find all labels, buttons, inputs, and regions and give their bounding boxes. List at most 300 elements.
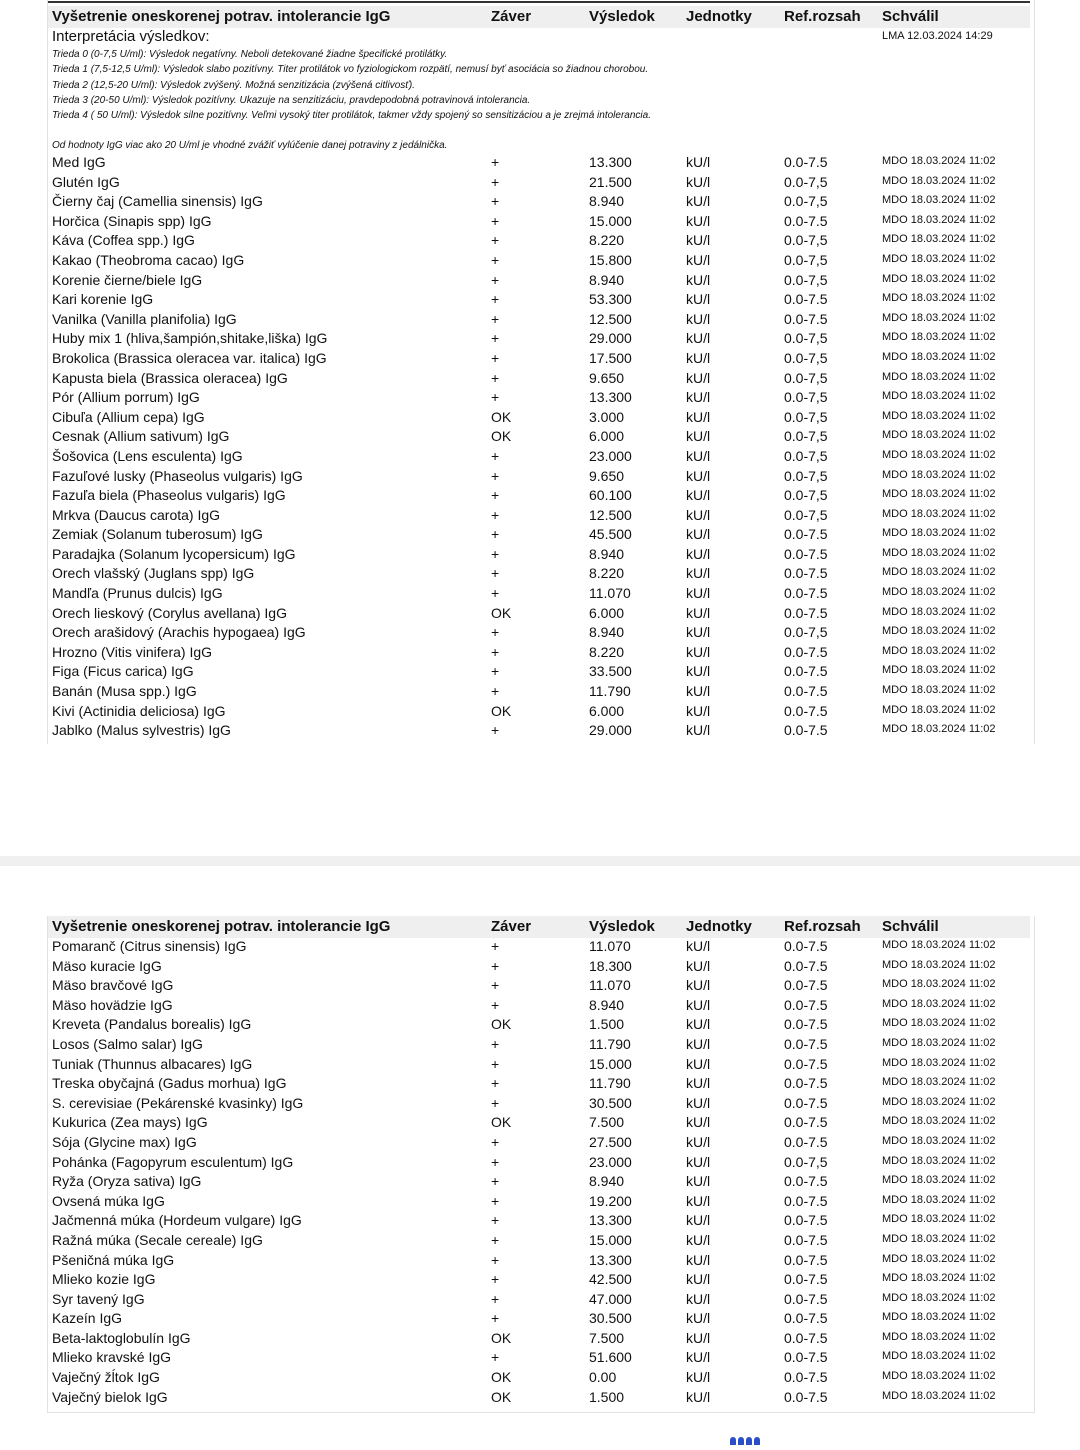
result-value: 8.220 — [589, 643, 625, 660]
result-value: 8.940 — [589, 271, 625, 288]
approved-by: MDO 18.03.2024 11:02 — [882, 1056, 996, 1069]
table-row — [48, 545, 1030, 565]
table-header — [48, 916, 1030, 938]
conclusion: + — [491, 1271, 500, 1288]
unit: kU/l — [686, 251, 711, 268]
unit: kU/l — [686, 585, 711, 602]
approved-by: MDO 18.03.2024 11:02 — [882, 1272, 996, 1285]
test-name: Beta-laktoglobulín IgG — [52, 1329, 191, 1346]
result-value: 30.500 — [589, 1094, 632, 1111]
reference-range: 0.0-7.5 — [784, 977, 828, 994]
reference-range: 0.0-7.5 — [784, 1192, 828, 1209]
result-value: 6.000 — [589, 604, 625, 621]
table-row — [48, 1153, 1030, 1173]
reference-range: 0.0-7.5 — [784, 702, 828, 719]
unit: kU/l — [686, 1349, 711, 1366]
conclusion: + — [491, 271, 500, 288]
conclusion: + — [491, 663, 500, 680]
header-jednotky: Jednotky — [686, 918, 752, 935]
approved-by: MDO 18.03.2024 11:02 — [882, 527, 996, 540]
approved-by: MDO 18.03.2024 11:02 — [882, 1252, 996, 1265]
conclusion: + — [491, 389, 500, 406]
reference-range: 0.0-7.5 — [784, 1114, 828, 1131]
unit: kU/l — [686, 1016, 711, 1033]
test-name: Mäso bravčové IgG — [52, 977, 174, 994]
table-row — [48, 1368, 1030, 1388]
class-1-line: Trieda 1 (7,5-12,5 U/ml): Výsledok slabo pozitívny. Titer protilátok vo fyziologickom rozpätí, nemusí byť asociácia so žiadnou chorobou. — [52, 64, 649, 76]
result-value: 13.300 — [589, 1251, 632, 1268]
unit: kU/l — [686, 1231, 711, 1248]
table-row — [48, 1035, 1030, 1055]
table-row — [48, 525, 1030, 545]
approved-by: MDO 18.03.2024 11:02 — [882, 1330, 996, 1343]
conclusion: + — [491, 1153, 500, 1170]
table-row — [48, 329, 1030, 349]
table-row — [48, 212, 1030, 232]
conclusion: + — [491, 1173, 500, 1190]
interpretation-approval-stamp: LMA 12.03.2024 14:29 — [882, 30, 993, 42]
test-name: Kivi (Actinidia deliciosa) IgG — [52, 702, 226, 719]
reference-range: 0.0-7,5 — [784, 251, 828, 268]
test-name: Jačmenná múka (Hordeum vulgare) IgG — [52, 1212, 302, 1229]
conclusion: + — [491, 1231, 500, 1248]
table-row — [48, 1055, 1030, 1075]
result-value: 11.070 — [589, 585, 631, 602]
approved-by: MDO 18.03.2024 11:02 — [882, 1134, 996, 1147]
approved-by: MDO 18.03.2024 11:02 — [882, 1213, 996, 1226]
approved-by: MDO 18.03.2024 11:02 — [882, 468, 996, 481]
table-row — [48, 486, 1030, 506]
unit: kU/l — [686, 643, 711, 660]
approved-by: MDO 18.03.2024 11:02 — [882, 311, 996, 324]
reference-range: 0.0-7,5 — [784, 330, 828, 347]
unit: kU/l — [686, 154, 711, 170]
result-value: 8.940 — [589, 545, 625, 562]
unit: kU/l — [686, 565, 711, 582]
conclusion: + — [491, 369, 500, 386]
test-name: S. cerevisiae (Pekárenské kvasinky) IgG — [52, 1094, 304, 1111]
test-name: Kakao (Theobroma cacao) IgG — [52, 251, 245, 268]
reference-range: 0.0-7.5 — [784, 722, 828, 739]
reference-range: 0.0-7.5 — [784, 1173, 828, 1190]
approved-by: MDO 18.03.2024 11:02 — [882, 1076, 996, 1089]
table-row — [48, 1270, 1030, 1290]
reference-range: 0.0-7,5 — [784, 506, 828, 523]
result-value: 17.500 — [589, 349, 632, 366]
approved-by: MDO 18.03.2024 11:02 — [882, 1115, 996, 1128]
result-value: 27.500 — [589, 1133, 632, 1150]
reference-range: 0.0-7.5 — [784, 1035, 828, 1052]
result-value: 11.790 — [589, 683, 631, 700]
result-value: 15.800 — [589, 251, 632, 268]
result-value: 30.500 — [589, 1310, 632, 1327]
test-name: Pomaranč (Citrus sinensis) IgG — [52, 938, 247, 954]
conclusion: OK — [491, 702, 512, 719]
conclusion: + — [491, 251, 500, 268]
test-name: Mäso hovädzie IgG — [52, 996, 173, 1013]
conclusion: OK — [491, 1388, 512, 1405]
reference-range: 0.0-7.5 — [784, 1310, 828, 1327]
result-value: 8.220 — [589, 232, 625, 249]
table-row — [48, 447, 1030, 467]
reference-range: 0.0-7.5 — [784, 938, 828, 954]
approved-by: MDO 18.03.2024 11:02 — [882, 997, 996, 1010]
approved-by: MDO 18.03.2024 11:02 — [882, 1174, 996, 1187]
result-value: 23.000 — [589, 447, 632, 464]
result-value: 51.600 — [589, 1349, 632, 1366]
table-row — [48, 721, 1030, 741]
class-0-line: Trieda 0 (0-7,5 U/ml): Výsledok negatívny. Neboli detekované žiadne špecifické protilátky. — [52, 49, 448, 60]
table-row — [48, 1290, 1030, 1310]
unit: kU/l — [686, 526, 711, 543]
reference-range: 0.0-7.5 — [784, 604, 828, 621]
table-row — [48, 153, 1030, 173]
approved-by: MDO 18.03.2024 11:02 — [882, 684, 996, 697]
table-row — [48, 1231, 1030, 1251]
table-row — [48, 957, 1030, 977]
result-value: 11.070 — [589, 938, 631, 954]
reference-range: 0.0-7.5 — [784, 1094, 828, 1111]
test-name: Losos (Salmo salar) IgG — [52, 1035, 203, 1052]
test-name: Mrkva (Daucus carota) IgG — [52, 506, 221, 523]
unit: kU/l — [686, 702, 711, 719]
result-value: 33.500 — [589, 663, 632, 680]
report-page-2 — [0, 866, 1080, 1440]
test-name: Ovsená múka IgG — [52, 1192, 165, 1209]
conclusion: + — [491, 310, 500, 327]
reference-range: 0.0-7.5 — [784, 1290, 828, 1307]
result-value: 47.000 — [589, 1290, 632, 1307]
approved-by: MDO 18.03.2024 11:02 — [882, 723, 996, 736]
unit: kU/l — [686, 428, 711, 445]
table-row — [48, 1192, 1030, 1212]
approved-by: MDO 18.03.2024 11:02 — [882, 1154, 996, 1167]
reference-range: 0.0-7.5 — [784, 565, 828, 582]
table-row — [48, 1094, 1030, 1114]
conclusion: + — [491, 977, 500, 994]
interpretation-classes — [52, 47, 651, 123]
conclusion: + — [491, 1349, 500, 1366]
unit: kU/l — [686, 467, 711, 484]
result-value: 1.500 — [589, 1016, 625, 1033]
approved-by: MDO 18.03.2024 11:02 — [882, 292, 996, 305]
interpretation-title: Interpretácia výsledkov: — [52, 28, 210, 45]
table-row — [48, 682, 1030, 702]
approved-by: MDO 18.03.2024 11:02 — [882, 703, 996, 716]
conclusion: OK — [491, 1016, 512, 1033]
approved-by: MDO 18.03.2024 11:02 — [882, 409, 996, 422]
reference-range: 0.0-7.5 — [784, 1231, 828, 1248]
conclusion: + — [491, 1251, 500, 1268]
test-name: Banán (Musa spp.) IgG — [52, 683, 197, 700]
reference-range: 0.0-7.5 — [784, 310, 828, 327]
reference-range: 0.0-7.5 — [784, 1329, 828, 1346]
reference-range: 0.0-7.5 — [784, 1349, 828, 1366]
results-table-page-2 — [48, 937, 1030, 1407]
unit: kU/l — [686, 1055, 711, 1072]
test-name: Horčica (Sinapis spp) IgG — [52, 212, 212, 229]
conclusion: + — [491, 349, 500, 366]
result-value: 29.000 — [589, 330, 632, 347]
table-row — [48, 1251, 1030, 1271]
test-name: Kari korenie IgG — [52, 291, 154, 308]
unit: kU/l — [686, 291, 711, 308]
conclusion: + — [491, 1192, 500, 1209]
reference-range: 0.0-7.5 — [784, 212, 828, 229]
test-name: Jablko (Malus sylvestris) IgG — [52, 722, 231, 739]
table-row — [48, 349, 1030, 369]
conclusion: OK — [491, 428, 512, 445]
conclusion: + — [491, 447, 500, 464]
unit: kU/l — [686, 977, 711, 994]
unit: kU/l — [686, 1329, 711, 1346]
test-name: Káva (Coffea spp.) IgG — [52, 232, 195, 249]
unit: kU/l — [686, 1388, 711, 1405]
header-ref-rozsah: Ref.rozsah — [784, 8, 861, 25]
approved-by: MDO 18.03.2024 11:02 — [882, 194, 996, 207]
conclusion: + — [491, 232, 500, 249]
test-name: Vanilka (Vanilla planifolia) IgG — [52, 310, 237, 327]
reference-range: 0.0-7,5 — [784, 467, 828, 484]
reference-range: 0.0-7.5 — [784, 291, 828, 308]
table-row — [48, 369, 1030, 389]
conclusion: + — [491, 1310, 500, 1327]
conclusion: + — [491, 957, 500, 974]
results-table-page-1 — [48, 153, 1030, 741]
reference-range: 0.0-7.5 — [784, 957, 828, 974]
table-row — [48, 1348, 1030, 1368]
reference-range: 0.0-7,5 — [784, 624, 828, 641]
approved-by: MDO 18.03.2024 11:02 — [882, 1232, 996, 1245]
unit: kU/l — [686, 330, 711, 347]
table-row — [48, 192, 1030, 212]
unit: kU/l — [686, 722, 711, 739]
test-name: Ražná múka (Secale cereale) IgG — [52, 1231, 263, 1248]
test-name: Pór (Allium porrum) IgG — [52, 389, 200, 406]
header-test-name: Vyšetrenie oneskorenej potrav. intolerancie IgG — [52, 918, 391, 935]
header-vysledok: Výsledok — [589, 918, 655, 935]
test-name: Orech arašidový (Arachis hypogaea) IgG — [52, 624, 306, 641]
conclusion: + — [491, 467, 500, 484]
conclusion: + — [491, 154, 500, 170]
reference-range: 0.0-7.5 — [784, 154, 828, 170]
reference-range: 0.0-7,5 — [784, 447, 828, 464]
result-value: 8.220 — [589, 565, 625, 582]
unit: kU/l — [686, 663, 711, 680]
test-name: Med IgG — [52, 154, 106, 170]
unit: kU/l — [686, 408, 711, 425]
result-value: 15.000 — [589, 1055, 632, 1072]
test-name: Cesnak (Allium sativum) IgG — [52, 428, 230, 445]
table-row — [48, 702, 1030, 722]
result-value: 15.000 — [589, 212, 632, 229]
reference-range: 0.0-7.5 — [784, 1251, 828, 1268]
header-zaver: Záver — [491, 918, 532, 935]
test-name: Kukurica (Zea mays) IgG — [52, 1114, 208, 1131]
test-name: Mäso kuracie IgG — [52, 957, 162, 974]
reference-range: 0.0-7.5 — [784, 1388, 828, 1405]
unit: kU/l — [686, 604, 711, 621]
reference-range: 0.0-7.5 — [784, 1271, 828, 1288]
test-name: Mandľa (Prunus dulcis) IgG — [52, 585, 223, 602]
unit: kU/l — [686, 1173, 711, 1190]
result-value: 8.940 — [589, 996, 625, 1013]
result-value: 13.300 — [589, 1212, 632, 1229]
table-row — [48, 290, 1030, 310]
conclusion: + — [491, 565, 500, 582]
class-4-line: Trieda 4 ( 50 U/ml): Výsledok silne pozitívny. Veľmi vysoký titer protilátok, takmer vždy spojený so sensitizáciou a je zrejmá intolerancia. — [52, 110, 651, 122]
result-value: 8.940 — [589, 1173, 625, 1190]
unit: kU/l — [686, 173, 711, 190]
table-row — [48, 1309, 1030, 1329]
unit: kU/l — [686, 1153, 711, 1170]
unit: kU/l — [686, 271, 711, 288]
approved-by: MDO 18.03.2024 11:02 — [882, 174, 996, 187]
table-row — [48, 623, 1030, 643]
result-value: 13.300 — [589, 389, 632, 406]
table-row — [48, 1133, 1030, 1153]
result-value: 6.000 — [589, 428, 625, 445]
approved-by: MDO 18.03.2024 11:02 — [882, 448, 996, 461]
result-value: 0.00 — [589, 1369, 617, 1386]
test-name: Mlieko kravské IgG — [52, 1349, 172, 1366]
reference-range: 0.0-7.5 — [784, 545, 828, 562]
table-row — [48, 1329, 1030, 1349]
reference-range: 0.0-7.5 — [784, 996, 828, 1013]
conclusion: + — [491, 173, 500, 190]
approved-by: MDO 18.03.2024 11:02 — [882, 213, 996, 226]
approved-by: MDO 18.03.2024 11:02 — [882, 1311, 996, 1324]
approved-by: MDO 18.03.2024 11:02 — [882, 644, 996, 657]
reference-range: 0.0-7.5 — [784, 643, 828, 660]
approved-by: MDO 18.03.2024 11:02 — [882, 1095, 996, 1108]
result-value: 15.000 — [589, 1231, 632, 1248]
conclusion: + — [491, 722, 500, 739]
conclusion: + — [491, 1133, 500, 1150]
conclusion: + — [491, 291, 500, 308]
unit: kU/l — [686, 1094, 711, 1111]
test-name: Šošovica (Lens esculenta) IgG — [52, 447, 243, 464]
unit: kU/l — [686, 996, 711, 1013]
reference-range: 0.0-7.5 — [784, 683, 828, 700]
page-separator — [0, 856, 1080, 866]
reference-range: 0.0-7.5 — [784, 1212, 828, 1229]
result-value: 19.200 — [589, 1192, 632, 1209]
unit: kU/l — [686, 545, 711, 562]
result-value: 8.940 — [589, 193, 625, 210]
table-row — [48, 467, 1030, 487]
conclusion: + — [491, 193, 500, 210]
test-name: Kreveta (Pandalus borealis) IgG — [52, 1016, 252, 1033]
test-name: Figa (Ficus carica) IgG — [52, 663, 194, 680]
table-row — [48, 1172, 1030, 1192]
conclusion: OK — [491, 1369, 512, 1386]
conclusion: OK — [491, 1329, 512, 1346]
test-name: Zemiak (Solanum tuberosum) IgG — [52, 526, 263, 543]
unit: kU/l — [686, 506, 711, 523]
result-value: 18.300 — [589, 957, 632, 974]
reference-range: 0.0-7,5 — [784, 389, 828, 406]
table-row — [48, 1015, 1030, 1035]
header-schvalil: Schválil — [882, 8, 939, 25]
unit: kU/l — [686, 1114, 711, 1131]
table-row — [48, 564, 1030, 584]
result-value: 29.000 — [589, 722, 632, 739]
test-name: Kapusta biela (Brassica oleracea) IgG — [52, 369, 288, 386]
test-name: Čierny čaj (Camellia sinensis) IgG — [52, 193, 263, 210]
unit: kU/l — [686, 1290, 711, 1307]
approved-by: MDO 18.03.2024 11:02 — [882, 272, 996, 285]
test-name: Ryža (Oryza sativa) IgG — [52, 1173, 202, 1190]
conclusion: + — [491, 1290, 500, 1307]
result-value: 7.500 — [589, 1329, 625, 1346]
class-2-line: Trieda 2 (12,5-20 U/ml): Výsledok zvýšený. Možná senzitizácia (zvýšená citlivosť). — [52, 79, 415, 91]
unit: kU/l — [686, 1310, 711, 1327]
reference-range: 0.0-7,5 — [784, 1153, 828, 1170]
approved-by: MDO 18.03.2024 11:02 — [882, 546, 996, 559]
unit: kU/l — [686, 683, 711, 700]
test-name: Tuniak (Thunnus albacares) IgG — [52, 1055, 253, 1072]
result-value: 6.000 — [589, 702, 625, 719]
unit: kU/l — [686, 624, 711, 641]
unit: kU/l — [686, 1212, 711, 1229]
reference-range: 0.0-7,5 — [784, 349, 828, 366]
test-name: Pohánka (Fagopyrum esculentum) IgG — [52, 1153, 294, 1170]
table-row — [48, 1113, 1030, 1133]
test-name: Fazuľové lusky (Phaseolus vulgaris) IgG — [52, 467, 303, 484]
reference-range: 0.0-7,5 — [784, 173, 828, 190]
unit: kU/l — [686, 349, 711, 366]
reference-range: 0.0-7,5 — [784, 193, 828, 210]
approved-by: MDO 18.03.2024 11:02 — [882, 1036, 996, 1049]
conclusion: + — [491, 487, 500, 504]
reference-range: 0.0-7.5 — [784, 1133, 828, 1150]
reference-range: 0.0-7,5 — [784, 487, 828, 504]
conclusion: + — [491, 1212, 500, 1229]
conclusion: + — [491, 996, 500, 1013]
lab-logo-icon — [730, 1432, 770, 1440]
reference-range: 0.0-7,5 — [784, 369, 828, 386]
table-row — [48, 251, 1030, 271]
unit: kU/l — [686, 212, 711, 229]
approved-by: MDO 18.03.2024 11:02 — [882, 978, 996, 991]
reference-range: 0.0-7,5 — [784, 428, 828, 445]
header-jednotky: Jednotky — [686, 8, 752, 25]
approved-by: MDO 18.03.2024 11:02 — [882, 488, 996, 501]
reference-range: 0.0-7.5 — [784, 1016, 828, 1033]
unit: kU/l — [686, 487, 711, 504]
unit: kU/l — [686, 1035, 711, 1052]
test-name: Paradajka (Solanum lycopersicum) IgG — [52, 545, 296, 562]
table-row — [48, 388, 1030, 408]
approved-by: MDO 18.03.2024 11:02 — [882, 1193, 996, 1206]
result-value: 21.500 — [589, 173, 632, 190]
approved-by: MDO 18.03.2024 11:02 — [882, 586, 996, 599]
table-row — [48, 937, 1030, 957]
test-name: Sója (Glycine max) IgG — [52, 1133, 197, 1150]
reference-range: 0.0-7.5 — [784, 663, 828, 680]
result-value: 60.100 — [589, 487, 632, 504]
unit: kU/l — [686, 1369, 711, 1386]
conclusion: + — [491, 330, 500, 347]
table-row — [48, 310, 1030, 330]
result-value: 12.500 — [589, 310, 632, 327]
unit: kU/l — [686, 1251, 711, 1268]
table-row — [48, 1074, 1030, 1094]
test-name: Huby mix 1 (hliva,šampión,shitake,liška) IgG — [52, 330, 328, 347]
table-row — [48, 408, 1030, 428]
approved-by: MDO 18.03.2024 11:02 — [882, 625, 996, 638]
